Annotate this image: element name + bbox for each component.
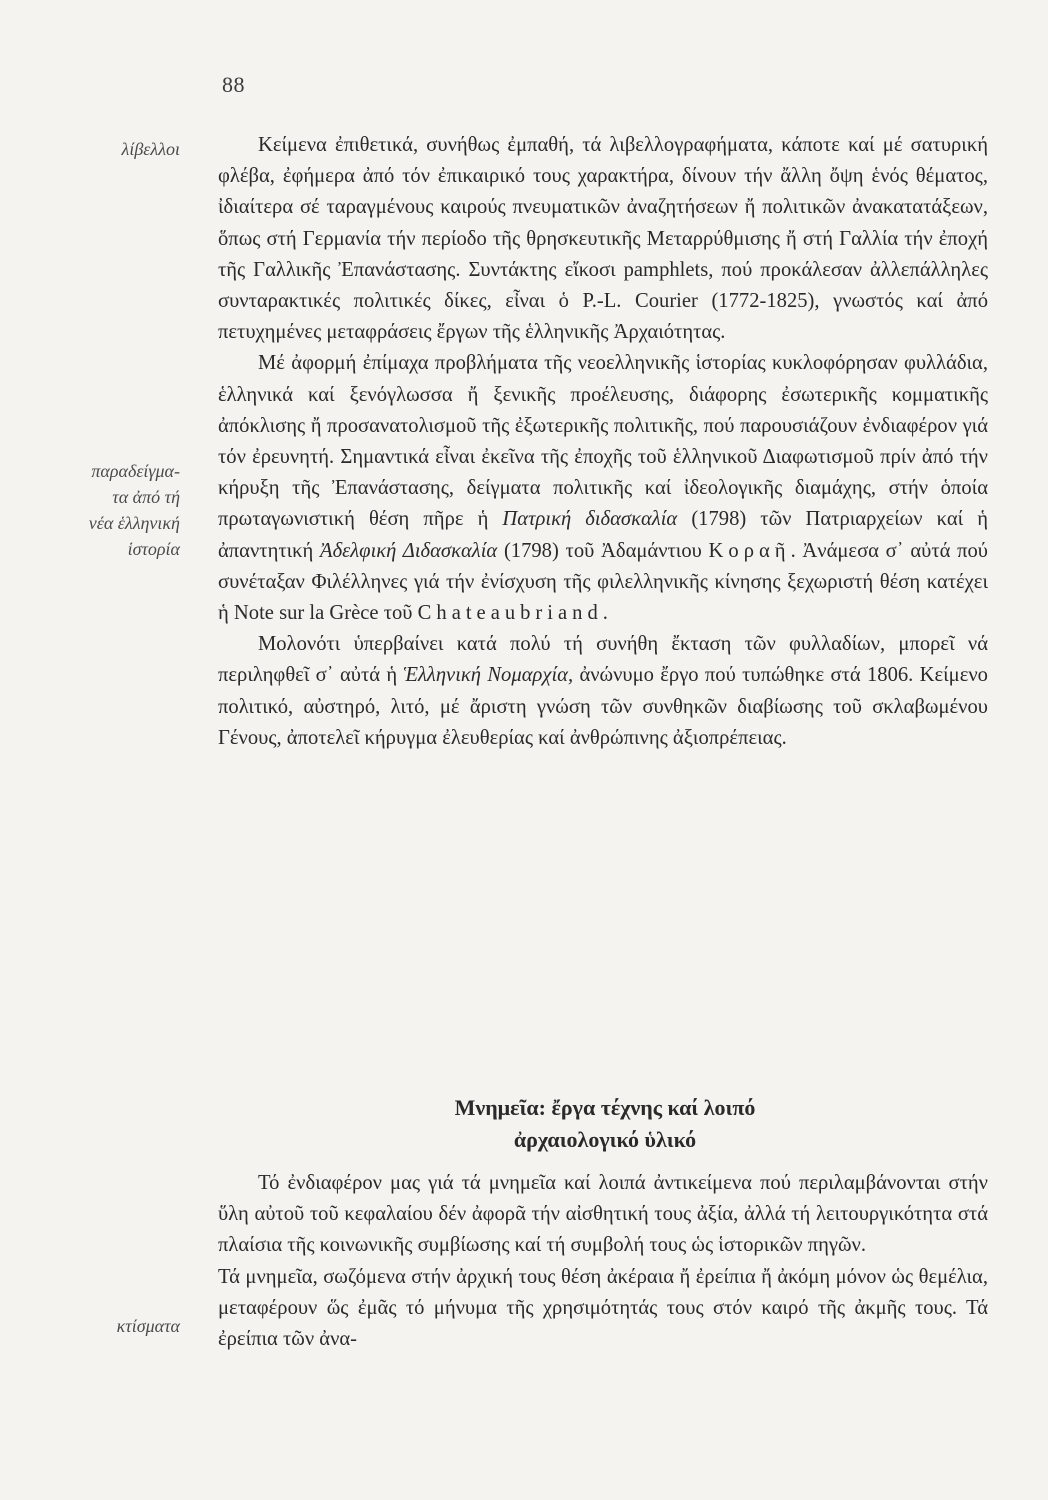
book-title: Πατρική διδασκαλία <box>502 508 678 531</box>
section-heading-line: ἀρχαιολογικό ὑλικό <box>513 1127 697 1152</box>
paragraph-text: (1798) τοῦ Ἀδαμάντιου <box>503 539 702 562</box>
margin-note-line: νέα ἑλληνική <box>88 513 180 533</box>
page-number: 88 <box>222 72 245 97</box>
margin-note-paradeigmata <box>40 458 180 562</box>
paragraph-nomarchia <box>218 629 988 754</box>
book-title: Ἀδελφική Διδασκαλία <box>320 539 498 562</box>
author-name: Κοραῆ <box>708 539 791 562</box>
author-name: Chateaubriand <box>417 602 603 625</box>
paragraph-text: Μολονότι ὑπερβαίνει κατά πολύ τή συνήθη ἔκταση τῶν φυλλαδίων, μπορεῖ νά περιληφθεῖ σ᾿ αὐτά ἡ <box>218 633 988 687</box>
body-text <box>218 130 988 754</box>
paragraph-text: ἀνώνυμο ἔργο πού τυπώθηκε στά 1806. Κείμενο πολιτικό, αὐστηρό, λιτό, μέ ἄριστη γνώση τῶν συνθηκῶν διαβίωσης τοῦ σκλαβωμένου Γένους, ἀποτελεῖ κήρυγμα ἐλευθερίας καί ἀνθρώπινης ἀξιοπρέπειας. <box>218 664 988 749</box>
section-heading-line: Μνημεῖα: ἔργα τέχνης καί λοιπό <box>454 1095 756 1120</box>
margin-note-line: ἱστορία <box>127 539 180 559</box>
paragraph-libelloi: Κείμενα ἐπιθετικά, συνήθως ἐμπαθή, τά λιβελλογραφήματα, κάποτε καί μέ σατυρική φλέβα, ἐφήμερα ἀπό τόν ἐπικαιρικό τους χαρακτήρα, δίνουν τήν ἄλλη ὄψη ἑνός θέματος, ἰδιαίτερα σέ ταραγμένους καιρούς πνευματικῶν ἀναζητήσεων ἤ πολιτικῶν ἀνακατατάξεων, ὅπως στή Γερμανία τήν περίοδο τῆς θρησκευτικῆς Μεταρρύθμισης ἤ στή Γαλλία τήν ἐποχή τῆς Γαλλικῆς Ἐπανάστασης. Συντάκτης εἴκοσι pamphlets, πού προκάλεσαν ἀλλεπάλληλες συνταρακτικές πολιτικές δίκες, εἶναι ὁ P.-L. Courier (1772-1825), γνωστός καί ἀπό πετυχημένες μεταφράσεις ἔργων τῆς ἑλληνικῆς Ἀρχαιότητας. <box>218 134 988 344</box>
section-heading <box>300 1092 910 1156</box>
paragraph-text: Μέ ἀφορμή ἐπίμαχα προβλήματα τῆς νεοελληνικῆς ἱστορίας κυκλοφόρησαν φυλλάδια, ἑλληνικά καί ξενόγλωσσα ἤ ξενικῆς προέλευσης, διάφορης ἐσωτερικῆς κομματικῆς ἀπόκλισης ἤ προσανατολισμοῦ τῆς ἐξωτερικῆς πολιτικῆς, πού παρουσιάζουν ἐνδιαφέρον γιά τόν ἐρευνητή. Σημαντικά εἶναι ἐκεῖνα τῆς ἐποχῆς τοῦ ἑλληνικοῦ Διαφωτισμοῦ πρίν ἀπό τήν κήρυξη τῆς Ἐπανάστασης, δείγματα πολιτικῆς καί ἰδεολογικῆς διαμάχης, στήν ὁποία πρωταγωνιστική θέση πῆρε ἡ <box>218 352 988 531</box>
book-title: Ἑλληνική Νομαρχία, <box>403 664 574 687</box>
paragraph-text: . <box>602 602 608 625</box>
margin-note-libelloi: λίβελλοι <box>121 139 180 159</box>
margin-note-ktismata: κτίσματα <box>116 1316 180 1336</box>
section-body-text <box>218 1168 988 1355</box>
paragraph-text: . Ἀνάμεσα σ᾿ αὐτά πού συνέταξαν Φιλέλληνες γιά τήν ἐνίσχυση τῆς φιλελληνικῆς κίνησης ξεχωριστή θέση κατέχει ἡ Note sur la Grèce τοῦ <box>218 539 988 625</box>
paragraph-monuments-intro: Τό ἐνδιαφέρον μας γιά τά μνημεῖα καί λοιπά ἀντικείμενα πού περιλαμβάνονται στήν ὕλη αὐτοῦ τοῦ κεφαλαίου δέν ἀφορᾶ τήν αἰσθητική τους ἀξία, ἀλλά τή λειτουργικότητα στά πλαίσια τῆς κοινωνικῆς συμβίωσης καί τή συμβολή τους ὡς ἱστορικῶν πηγῶν. <box>218 1172 988 1257</box>
margin-note-line: παραδείγμα- <box>91 461 180 481</box>
paragraph-text: (1798) τῶν Πατριαρχείων καί ἡ ἀπαντητική <box>218 508 988 562</box>
margin-note-line: τα ἀπό τή <box>112 487 180 507</box>
paragraph-ktismata: Τά μνημεῖα, σωζόμενα στήν ἀρχική τους θέση ἀκέραια ἤ ἐρείπια ἤ ἀκόμη μόνον ὡς θεμέλια, μεταφέρουν ὥς ἐμᾶς τό μήνυμα τῆς χρησιμότητάς τους στόν καιρό τῆς ἀκμῆς τους. Τά ἐρείπια τῶν ἀνα- <box>218 1265 988 1351</box>
paragraph-examples <box>218 348 988 629</box>
